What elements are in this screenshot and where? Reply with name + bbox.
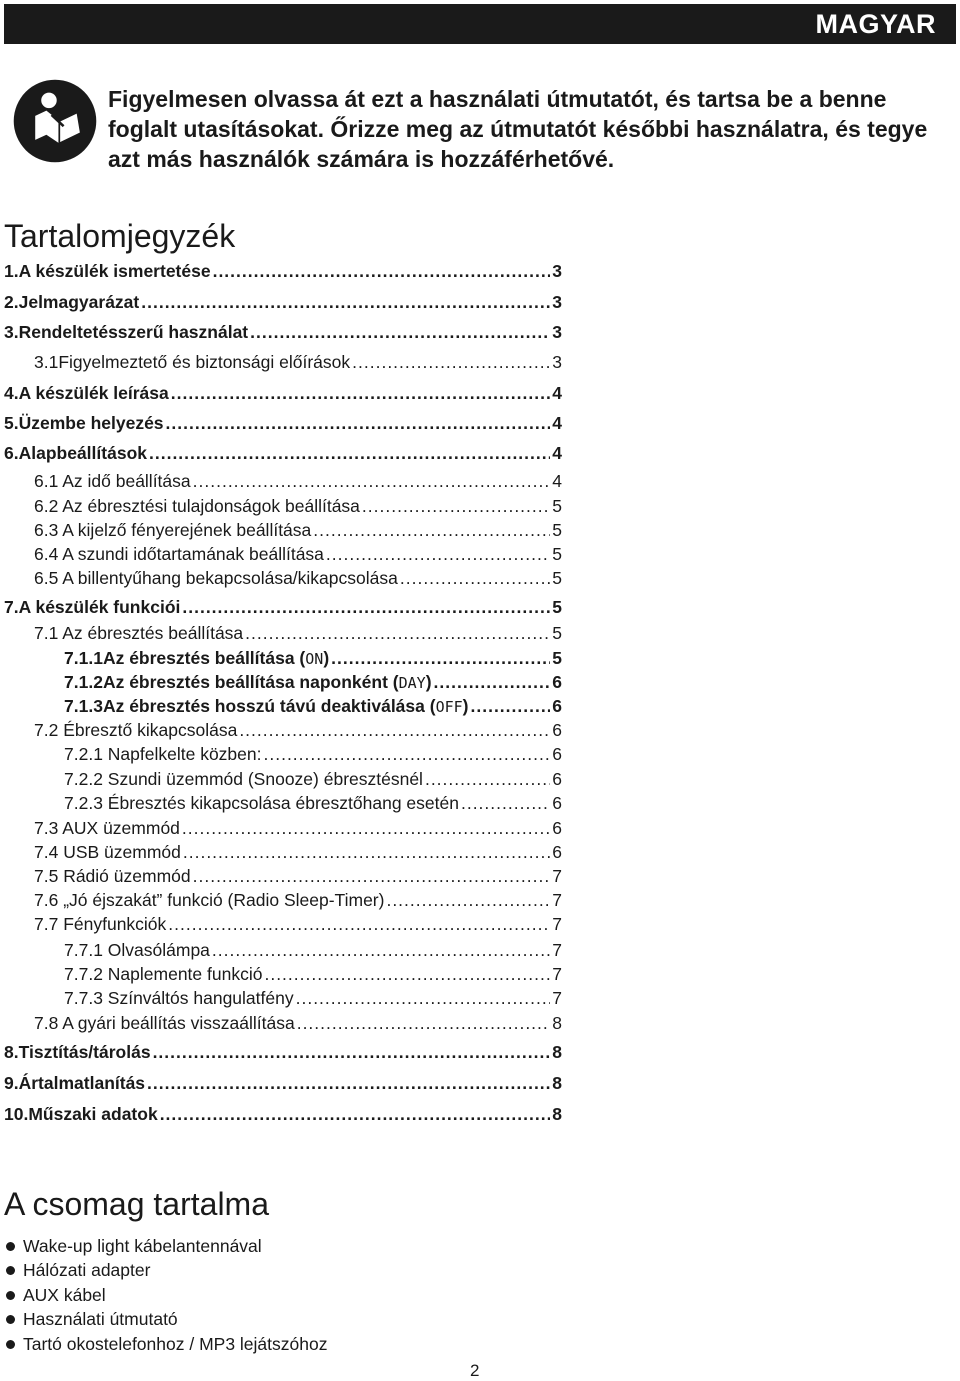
bullet-icon xyxy=(6,1291,15,1300)
toc-entry-page: 7 xyxy=(552,964,562,984)
toc-entry-page: 8 xyxy=(552,1104,562,1124)
toc-entry-label: 7.7.2 Naplemente funkció xyxy=(64,964,263,984)
toc-entry[interactable] xyxy=(34,864,562,888)
toc-entry-page: 4 xyxy=(552,383,562,403)
toc-entry-page: 3 xyxy=(552,261,562,281)
toc-entry-label-tail: ) xyxy=(425,672,432,692)
toc-entry-number: 8. xyxy=(4,1042,19,1062)
package-item xyxy=(4,1234,262,1258)
toc-entry[interactable] xyxy=(4,411,562,435)
toc-entry-label: 7.2.3 Ébresztés kikapcsolása ébresztőhang esetén xyxy=(64,793,459,813)
toc-entry-label: 7.2 Ébresztő kikapcsolása xyxy=(34,720,238,740)
toc-entry-label: Üzembe helyezés xyxy=(18,413,164,433)
toc-entry-label: Műszaki adatok xyxy=(28,1104,158,1124)
toc-entry[interactable] xyxy=(34,718,562,742)
toc-dot-leader xyxy=(250,320,550,344)
toc-dot-leader xyxy=(352,350,550,374)
toc-entry-number: 6. xyxy=(4,443,19,463)
toc-entry-page: 3 xyxy=(552,322,562,342)
toc-entry[interactable] xyxy=(34,566,562,590)
toc-entry[interactable] xyxy=(4,595,562,619)
toc-entry[interactable] xyxy=(64,670,562,694)
toc-dot-leader xyxy=(400,566,550,590)
toc-entry-page: 5 xyxy=(552,520,562,540)
toc-entry-page: 6 xyxy=(552,769,562,789)
toc-entry[interactable] xyxy=(34,1011,562,1035)
toc-entry-label: A készülék ismertetése xyxy=(18,261,211,281)
toc-entry-page: 8 xyxy=(552,1073,562,1093)
toc-entry[interactable] xyxy=(4,290,562,314)
toc-entry-label: A készülék funkciói xyxy=(18,597,181,617)
toc-entry-label: Tisztítás/tárolás xyxy=(18,1042,151,1062)
toc-dot-leader xyxy=(264,742,551,766)
toc-dot-leader xyxy=(168,912,550,936)
bullet-icon xyxy=(6,1266,15,1275)
toc-entry-label: Alapbeállítások xyxy=(18,443,147,463)
toc-entry-page: 5 xyxy=(552,648,562,668)
toc-dot-leader xyxy=(313,518,550,542)
toc-entry[interactable] xyxy=(4,1071,562,1095)
toc-entry-number: 9. xyxy=(4,1073,19,1093)
toc-entry-page: 5 xyxy=(552,544,562,564)
toc-entry-page: 4 xyxy=(552,471,562,491)
toc-entry[interactable] xyxy=(34,816,562,840)
toc-entry[interactable] xyxy=(4,320,562,344)
toc-dot-leader xyxy=(386,888,550,912)
package-item-label: Hálózati adapter xyxy=(23,1260,151,1280)
toc-entry[interactable] xyxy=(64,938,562,962)
toc-entry[interactable] xyxy=(64,962,562,986)
toc-entry-label: A készülék leírása xyxy=(18,383,169,403)
toc-dot-leader xyxy=(182,595,550,619)
toc-entry-page: 6 xyxy=(552,696,562,716)
toc-dot-leader xyxy=(147,1071,550,1095)
toc-entry-label: 7.8 A gyári beállítás visszaállítása xyxy=(34,1013,295,1033)
toc-dot-leader xyxy=(296,986,551,1010)
intro-line: foglalt utasításokat. Őrizze meg az útmutatót későbbi használatra, és tegye xyxy=(108,116,928,142)
toc-entry-label-tail: ) xyxy=(462,696,469,716)
toc-entry-label: Az ébresztés hosszú távú deaktiválása ( xyxy=(102,696,436,716)
toc-title: Tartalomjegyzék xyxy=(4,218,236,254)
toc-entry-number: 4. xyxy=(4,383,19,403)
toc-dot-leader xyxy=(171,381,551,405)
toc-entry-page: 8 xyxy=(552,1042,562,1062)
toc-dot-leader xyxy=(331,646,550,670)
toc-entry-page: 4 xyxy=(552,443,562,463)
toc-entry-label: 6.2 Az ébresztési tulajdonságok beállítása xyxy=(34,496,360,516)
toc-entry-page: 7 xyxy=(552,890,562,910)
toc-entry-label: 7.1 Az ébresztés beállítása xyxy=(34,623,244,643)
toc-entry-page: 8 xyxy=(552,1013,562,1033)
toc-entry[interactable] xyxy=(4,1040,562,1064)
intro-line: Figyelmesen olvassa át ezt a használati útmutatót, és tartsa be a benne xyxy=(108,86,887,112)
toc-entry-page: 6 xyxy=(552,818,562,838)
toc-entry[interactable] xyxy=(4,441,562,465)
toc-dot-leader xyxy=(166,411,551,435)
toc-entry-label: 7.6 „Jó éjszakát” funkció (Radio Sleep-Timer) xyxy=(34,890,385,910)
toc-entry-label: Az ébresztés beállítása ( xyxy=(102,648,306,668)
toc-dot-leader xyxy=(245,621,550,645)
toc-entry[interactable] xyxy=(64,646,562,670)
toc-dot-leader xyxy=(193,469,551,493)
toc-entry[interactable] xyxy=(64,742,562,766)
bullet-icon xyxy=(6,1340,15,1349)
toc-entry-page: 4 xyxy=(552,413,562,433)
page-number: 2 xyxy=(470,1361,480,1380)
toc-entry[interactable] xyxy=(4,259,562,283)
package-item-label: Wake-up light kábelantennával xyxy=(23,1236,262,1256)
toc-entry[interactable] xyxy=(34,840,562,864)
toc-entry-label: 7.7 Fényfunkciók xyxy=(34,914,167,934)
toc-entry-page: 7 xyxy=(552,940,562,960)
toc-dot-leader xyxy=(212,938,550,962)
toc-entry[interactable] xyxy=(34,912,562,936)
bullet-icon xyxy=(6,1315,15,1324)
toc-entry[interactable] xyxy=(4,1102,562,1126)
toc-dot-leader xyxy=(326,542,550,566)
toc-entry-label: 7.7.3 Színváltós hangulatfény xyxy=(64,988,294,1008)
package-item-label: AUX kábel xyxy=(23,1285,106,1305)
toc-entry-number: 7. xyxy=(4,597,19,617)
toc-entry-page: 7 xyxy=(552,866,562,886)
toc-dot-leader xyxy=(264,962,550,986)
toc-entry[interactable] xyxy=(4,381,562,405)
toc-entry-page: 5 xyxy=(552,496,562,516)
toc-entry-number: 7.1.3 xyxy=(64,696,103,716)
toc-entry[interactable] xyxy=(34,888,562,912)
toc-entry-label: 6.3 A kijelző fényerejének beállítása xyxy=(34,520,312,540)
toc-entry-label: 7.4 USB üzemmód xyxy=(34,842,181,862)
toc-entry-label: 7.2.1 Napfelkelte közben: xyxy=(64,744,262,764)
package-item xyxy=(4,1283,106,1307)
toc-entry[interactable] xyxy=(34,350,562,374)
toc-entry-label: 7.7.1 Olvasólámpa xyxy=(64,940,210,960)
toc-entry-label: Az ébresztés beállítása naponként ( xyxy=(102,672,399,692)
toc-entry-label: 7.2.2 Szundi üzemmód (Snooze) ébresztésnél xyxy=(64,769,423,789)
toc-dot-leader xyxy=(362,494,550,518)
toc-entry[interactable] xyxy=(64,767,562,791)
toc-entry-page: 6 xyxy=(552,744,562,764)
toc-dot-leader xyxy=(425,767,550,791)
toc-entry-number: 10. xyxy=(4,1104,29,1124)
toc-entry-label-tail: ) xyxy=(323,648,330,668)
toc-entry[interactable] xyxy=(34,621,562,645)
toc-entry-page: 7 xyxy=(552,988,562,1008)
toc-dot-leader xyxy=(141,290,550,314)
toc-entry-page: 5 xyxy=(552,623,562,643)
toc-dot-leader xyxy=(297,1011,551,1035)
toc-entry-label: 6.5 A billentyűhang bekapcsolása/kikapcsolása xyxy=(34,568,398,588)
toc-entry-number: 1. xyxy=(4,261,19,281)
toc-entry-label: 7.5 Rádió üzemmód xyxy=(34,866,191,886)
toc-dot-leader xyxy=(160,1102,551,1126)
toc-dot-leader xyxy=(213,259,551,283)
toc-dot-leader xyxy=(239,718,550,742)
toc-entry-page: 6 xyxy=(552,842,562,862)
toc-entry-label: Ártalmatlanítás xyxy=(18,1073,146,1093)
package-item xyxy=(4,1332,327,1356)
package-contents-title: A csomag tartalma xyxy=(4,1186,269,1222)
intro-line: azt más használók számára is hozzáférhetővé. xyxy=(108,146,615,172)
package-item xyxy=(4,1258,150,1282)
toc-entry-page: 3 xyxy=(552,352,562,372)
toc-entry[interactable] xyxy=(64,694,562,718)
toc-entry-number: 3. xyxy=(4,322,19,342)
toc-dot-leader xyxy=(149,441,550,465)
toc-dot-leader xyxy=(471,694,551,718)
package-item xyxy=(4,1307,178,1331)
toc-entry[interactable] xyxy=(64,986,562,1010)
toc-entry[interactable] xyxy=(34,518,562,542)
toc-entry-label: 6.4 A szundi időtartamának beállítása xyxy=(34,544,324,564)
toc-entry-number: 7.1.1 xyxy=(64,648,103,668)
package-item-label: Tartó okostelefonhoz / MP3 lejátszóhoz xyxy=(23,1334,328,1354)
toc-entry[interactable] xyxy=(34,469,562,493)
toc-entry-page: 6 xyxy=(552,720,562,740)
language-label: MAGYAR xyxy=(815,8,936,39)
toc-entry-number: 2. xyxy=(4,292,19,312)
toc-entry-page: 5 xyxy=(552,597,562,617)
toc-entry-number: 5. xyxy=(4,413,19,433)
toc-entry-label: Jelmagyarázat xyxy=(18,292,140,312)
toc-entry[interactable] xyxy=(64,791,562,815)
package-item-label: Használati útmutató xyxy=(23,1309,178,1329)
toc-entry-label: 7.3 AUX üzemmód xyxy=(34,818,180,838)
toc-entry-page: 7 xyxy=(552,914,562,934)
toc-entry-label: Rendeltetésszerű használat xyxy=(18,322,249,342)
toc-entry-label: 6.1 Az idő beállítása xyxy=(34,471,191,491)
toc-entry-number: 7.1.2 xyxy=(64,672,103,692)
toc-entry-page: 6 xyxy=(552,672,562,692)
toc-dot-leader xyxy=(461,791,550,815)
toc-dot-leader xyxy=(193,864,551,888)
toc-dot-leader xyxy=(183,840,550,864)
lcd-display-text: OFF xyxy=(435,698,463,716)
toc-dot-leader xyxy=(153,1040,551,1064)
toc-entry-page: 6 xyxy=(552,793,562,813)
lcd-display-text: ON xyxy=(305,650,324,668)
toc-dot-leader xyxy=(434,670,551,694)
toc-entry[interactable] xyxy=(34,542,562,566)
toc-entry-page: 5 xyxy=(552,568,562,588)
toc-entry[interactable] xyxy=(34,494,562,518)
toc-dot-leader xyxy=(182,816,550,840)
bullet-icon xyxy=(6,1242,15,1251)
lcd-display-text: DAY xyxy=(398,674,426,692)
toc-entry-page: 3 xyxy=(552,292,562,312)
toc-entry-label: 3.1Figyelmeztető és biztonsági előírások xyxy=(34,352,351,372)
